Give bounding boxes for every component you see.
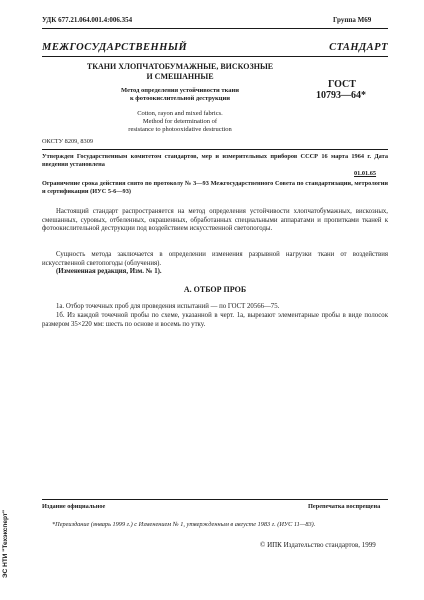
header-rule bbox=[42, 28, 388, 29]
gost-label: ГОСТ bbox=[328, 79, 356, 90]
reprint-prohibited: Перепечатка воспрещена bbox=[308, 503, 381, 510]
clause-1b: 1б. Из каждой точечной пробы по схеме, указанной в черт. 1а, вырезают элементарные пробы в виде полосок размером 35×220 мм: шесть по основе и восемь по утку. bbox=[42, 312, 388, 328]
group-code: Группа М69 bbox=[333, 16, 372, 24]
udc-code: УДК 677.21.064.001.4:006.354 bbox=[42, 16, 133, 24]
footer-rule bbox=[42, 499, 388, 500]
section-heading: А. ОТБОР ПРОБ bbox=[183, 285, 247, 294]
standard-banner: МЕЖГОСУДАРСТВЕННЫЙ СТАНДАРТ bbox=[42, 42, 388, 53]
scope-paragraph: Настоящий стандарт распространяется на метод определения устойчивости хлопчатобумажных, вискозных, смешанных, суровых, отбеленных, окрашенных, обработанных специальными аппаратами и пропитками тканей к фотоокислительной деструкции под воздействием искусственной светопогоды. bbox=[42, 208, 388, 233]
subtitle-line-2: к фотоокислительной деструкции bbox=[129, 95, 231, 102]
approval-statement: Утвержден Государственным комитетом стандартов, мер и измерительных приборов СССР 16 марта 1964 г. Дата введения установлена bbox=[42, 153, 388, 168]
intro-date: 01.01.65 bbox=[354, 170, 377, 177]
subtitle-line-1: Метод определения устойчивости ткани bbox=[121, 87, 239, 94]
reissue-note: *Переиздание (январь 1999 г.) с Изменением № 1, утвержденным в августе 1983 г. (ИУС 11—83). bbox=[52, 521, 316, 528]
english-title-2: Method for determination of bbox=[142, 118, 218, 125]
gost-number: 10793—64* bbox=[316, 90, 366, 101]
okstu-code: ОКСТУ 8209, 8309 bbox=[42, 138, 94, 145]
clause-1a: 1а. Отбор точечных проб для проведения испытаний — по ГОСТ 20566—75. bbox=[56, 303, 280, 310]
copyright: © ИПК Издательство стандартов, 1999 bbox=[260, 541, 376, 549]
amendment-note: (Измененная редакция, Изм. № 1). bbox=[56, 268, 162, 275]
title-line-1: ТКАНИ ХЛОПЧАТОБУМАЖНЫЕ, ВИСКОЗНЫЕ bbox=[86, 62, 274, 71]
title-line-2: И СМЕШАННЫЕ bbox=[146, 72, 214, 81]
english-title-1: Cotton, rayon and mixed fabrics. bbox=[137, 110, 223, 117]
restriction-note: Ограничение срока действия снято по протоколу № 3—93 Межгосударственного Совета по стандартизации, метрологии и сертификации (ИУС 5-6—93) bbox=[42, 180, 388, 195]
essence-paragraph: Сущность метода заключается в определении изменения разрывной нагрузки ткани от воздействия искусственной светопогоды (облучения). bbox=[42, 251, 388, 267]
official-edition: Издание официальное bbox=[42, 503, 106, 510]
english-title-3: resistance to photooxidative destruction bbox=[128, 126, 232, 133]
banner-rule bbox=[42, 56, 388, 57]
okstu-rule bbox=[42, 149, 388, 150]
side-stamp: ЭС НТИ "Техэксперт" bbox=[2, 509, 9, 578]
